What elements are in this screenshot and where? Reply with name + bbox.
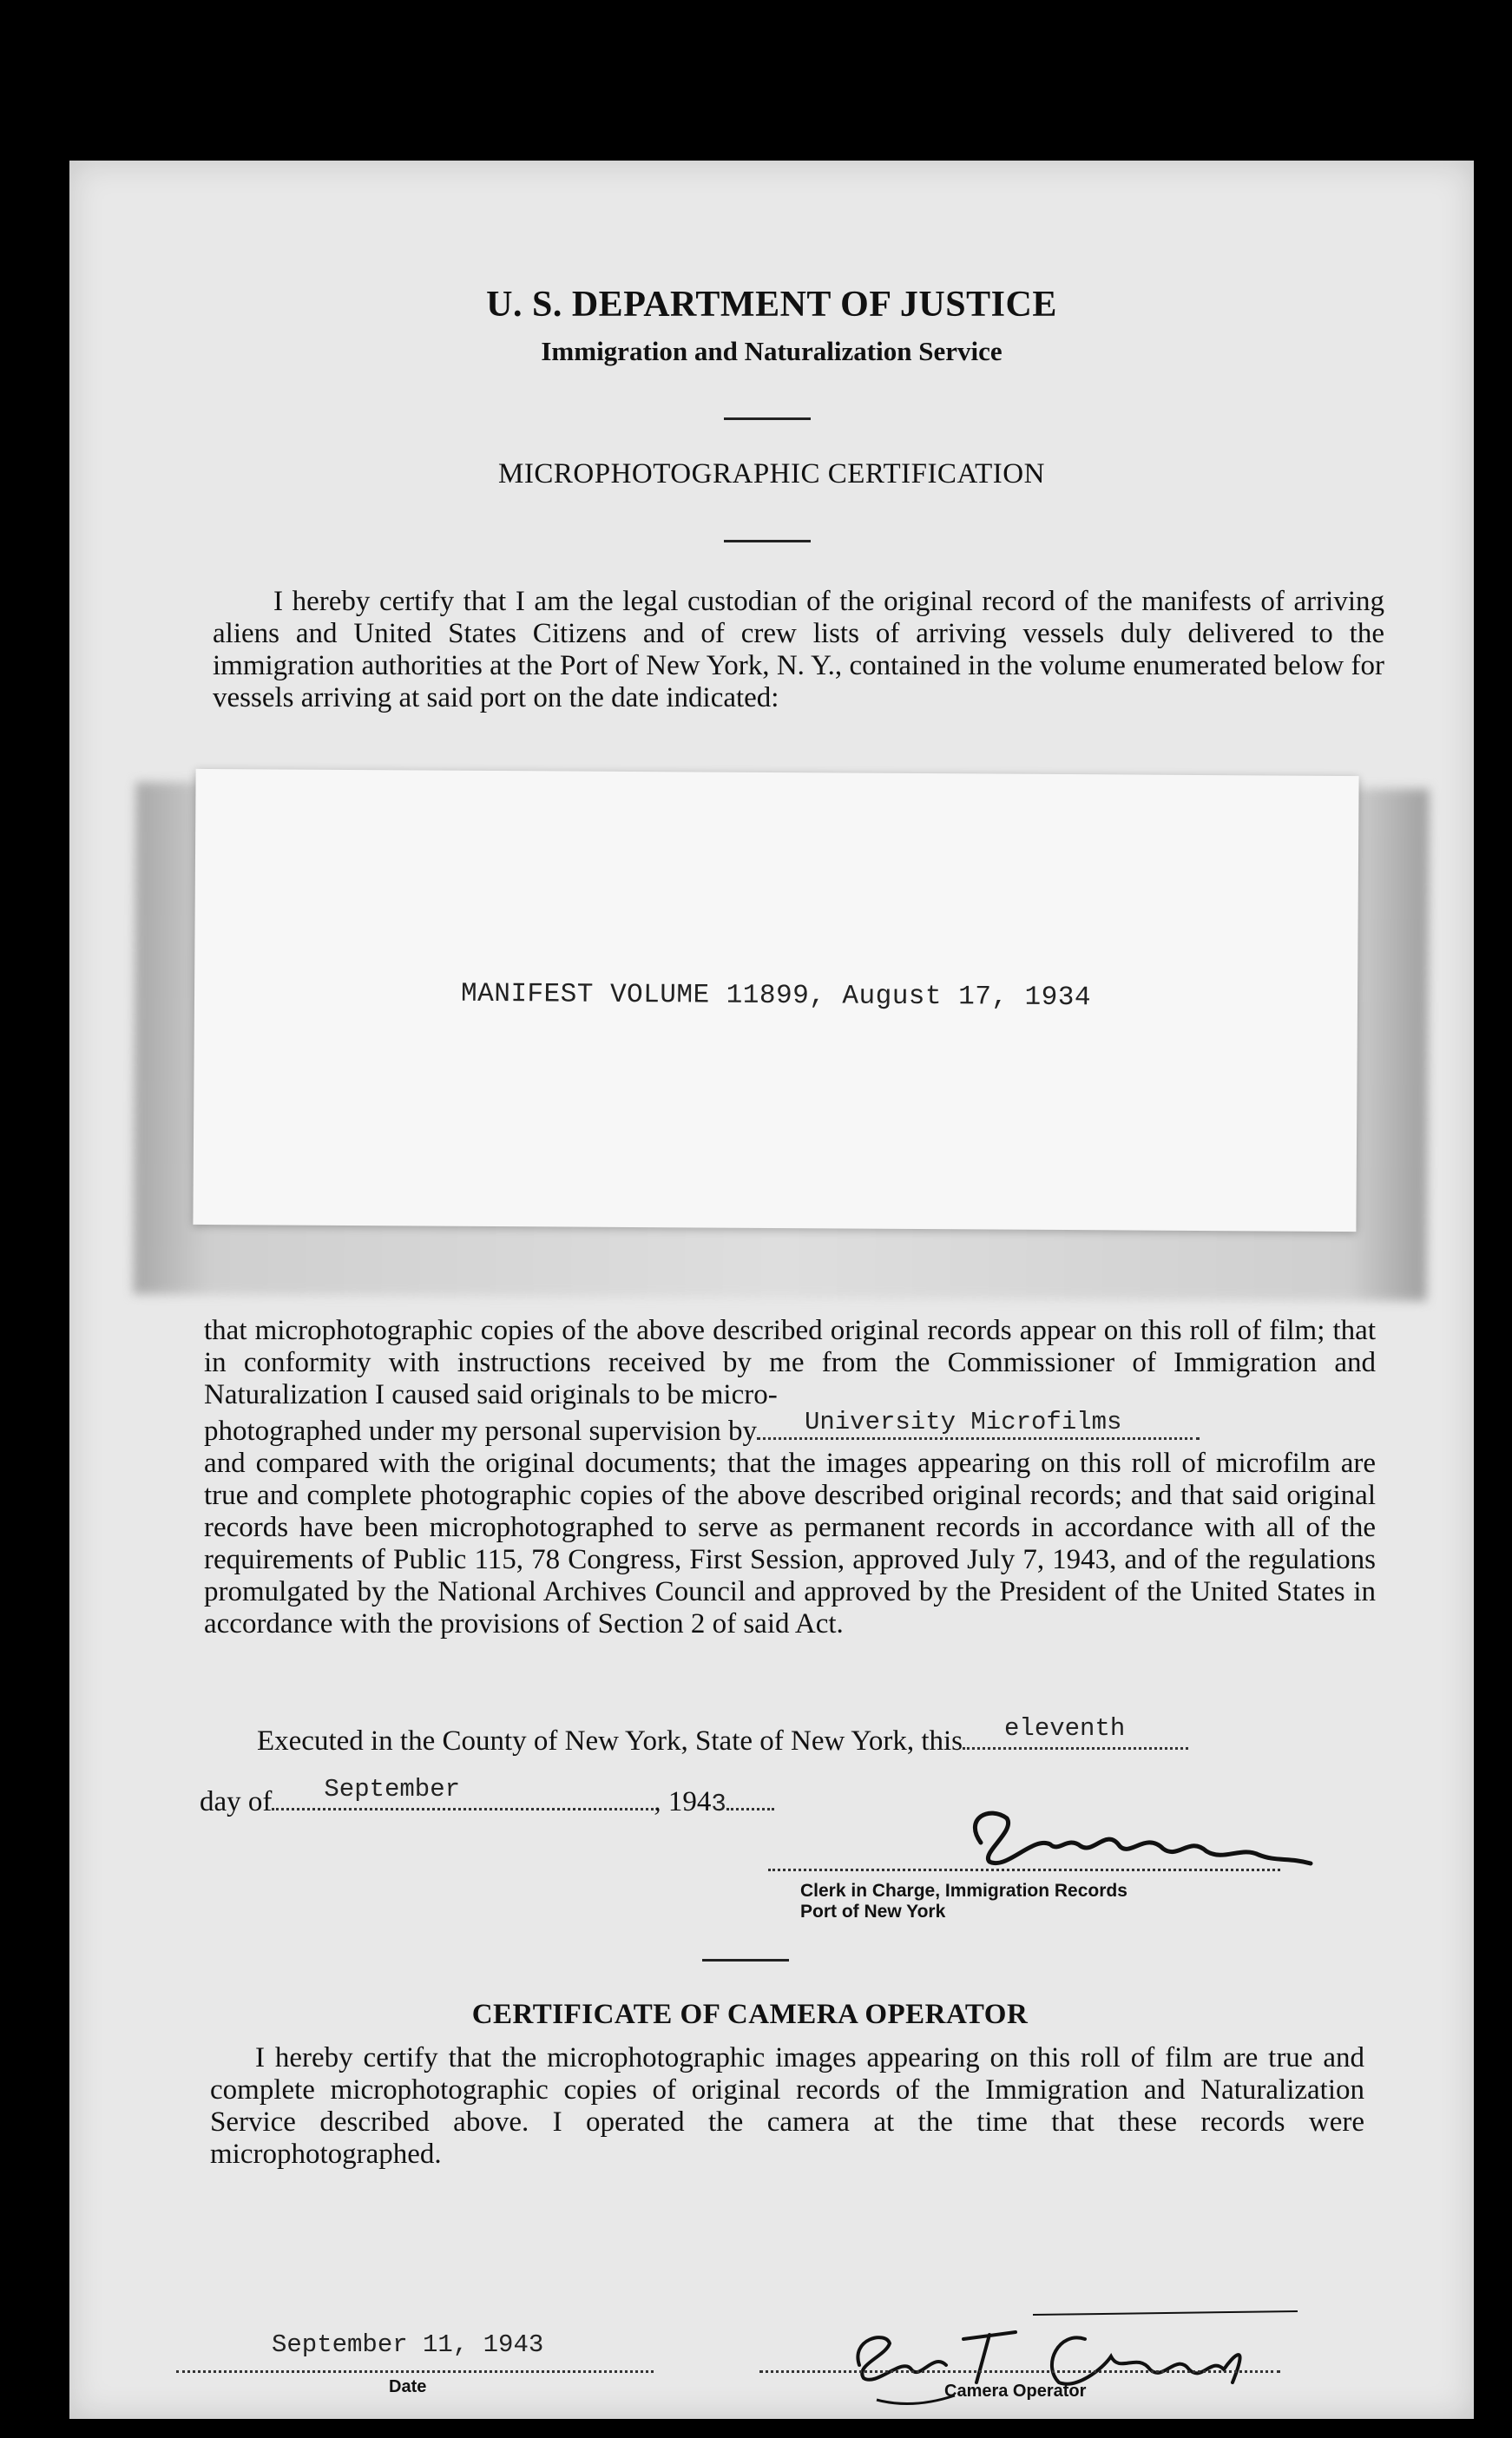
execution-prefix: Executed in the County of New York, State of New York, this (257, 1725, 963, 1757)
body-lines-after: and compared with the original documents; that the images appearing on this roll of microfilm are true and complete photographic copies of the above described original records; and that said original records have been microphotographed to serve as permanent records in accordance with all of the requirements of Public 115, 78 Congress, First Session, approved July 7, 1943, and of the regulations promulgated by the National Archives Council and approved by the President of the United States in accordance with the provisions of Section 2 of said Act. (204, 1448, 1376, 1640)
operator-label: Camera Operator (944, 2382, 1087, 2401)
clerk-signature (903, 1792, 1354, 1888)
operator-date: September 11, 1943 (272, 2330, 544, 2359)
divider (724, 540, 811, 542)
supervisor-field (757, 1408, 1200, 1440)
intro-paragraph: I hereby certify that I am the legal custodian of the original record of the manifests of arriving aliens and United States Citizens and of crew lists of arriving vessels duly delivered to the immigration authorities at the Port of New York, N. Y., contained in the volume enumerated below for vessels arriving at said port on the date indicated: (213, 586, 1384, 713)
execution-line (257, 1714, 1377, 1758)
operator-signature-line (759, 2362, 1280, 2373)
service-subtitle: Immigration and Naturalization Service (541, 336, 1003, 366)
date-line (176, 2362, 654, 2373)
supervision-prefix: photographed under my personal supervision by (204, 1416, 757, 1447)
body-lines-before: that microphotographic copies of the above described original records appear on this roll of film; that in conformity with instructions received by me from the Commissioner of Immigration and Naturalization I caused said originals to be micro- (204, 1315, 1376, 1410)
clerk-signature-line (768, 1860, 1280, 1871)
year-dots (726, 1782, 774, 1810)
execution-day: eleventh (1004, 1714, 1126, 1743)
department-title: U. S. DEPARTMENT OF JUSTICE (486, 285, 1057, 325)
clerk-port: Port of New York (800, 1902, 946, 1922)
divider (702, 1959, 789, 1962)
month-field (272, 1775, 654, 1810)
day-of-line (200, 1775, 774, 1818)
year-prefix: , 194 (654, 1786, 712, 1817)
date-label: Date (389, 2377, 427, 2396)
supervisor-name: University Microfilms (804, 1408, 1122, 1436)
execution-month: September (324, 1775, 461, 1804)
camera-operator-statement: I hereby certify that the microphotographic images appearing on this roll of film are true and complete microphotographic copies of original records of the Immigration and Naturalization Service described above. I operated the camera at the time that these records were microphotographed. (210, 2042, 1364, 2170)
supervision-line (204, 1408, 1376, 1448)
year-digit: 3 (711, 1790, 726, 1818)
divider (724, 417, 811, 420)
certificate-page (69, 161, 1474, 2419)
camera-operator-heading: CERTIFICATE OF CAMERA OPERATOR (471, 1999, 1029, 2030)
form-title: MICROPHOTOGRAPHIC CERTIFICATION (498, 458, 1045, 490)
clerk-title: Clerk in Charge, Immigration Records (800, 1881, 1127, 1901)
manifest-volume-text: MANIFEST VOLUME 11899, August 17, 1934 (460, 978, 1092, 1014)
day-field (963, 1714, 1188, 1750)
body-paragraph (204, 1315, 1376, 1640)
day-of-label: day of (200, 1786, 273, 1817)
manifest-volume-card (193, 769, 1358, 1232)
